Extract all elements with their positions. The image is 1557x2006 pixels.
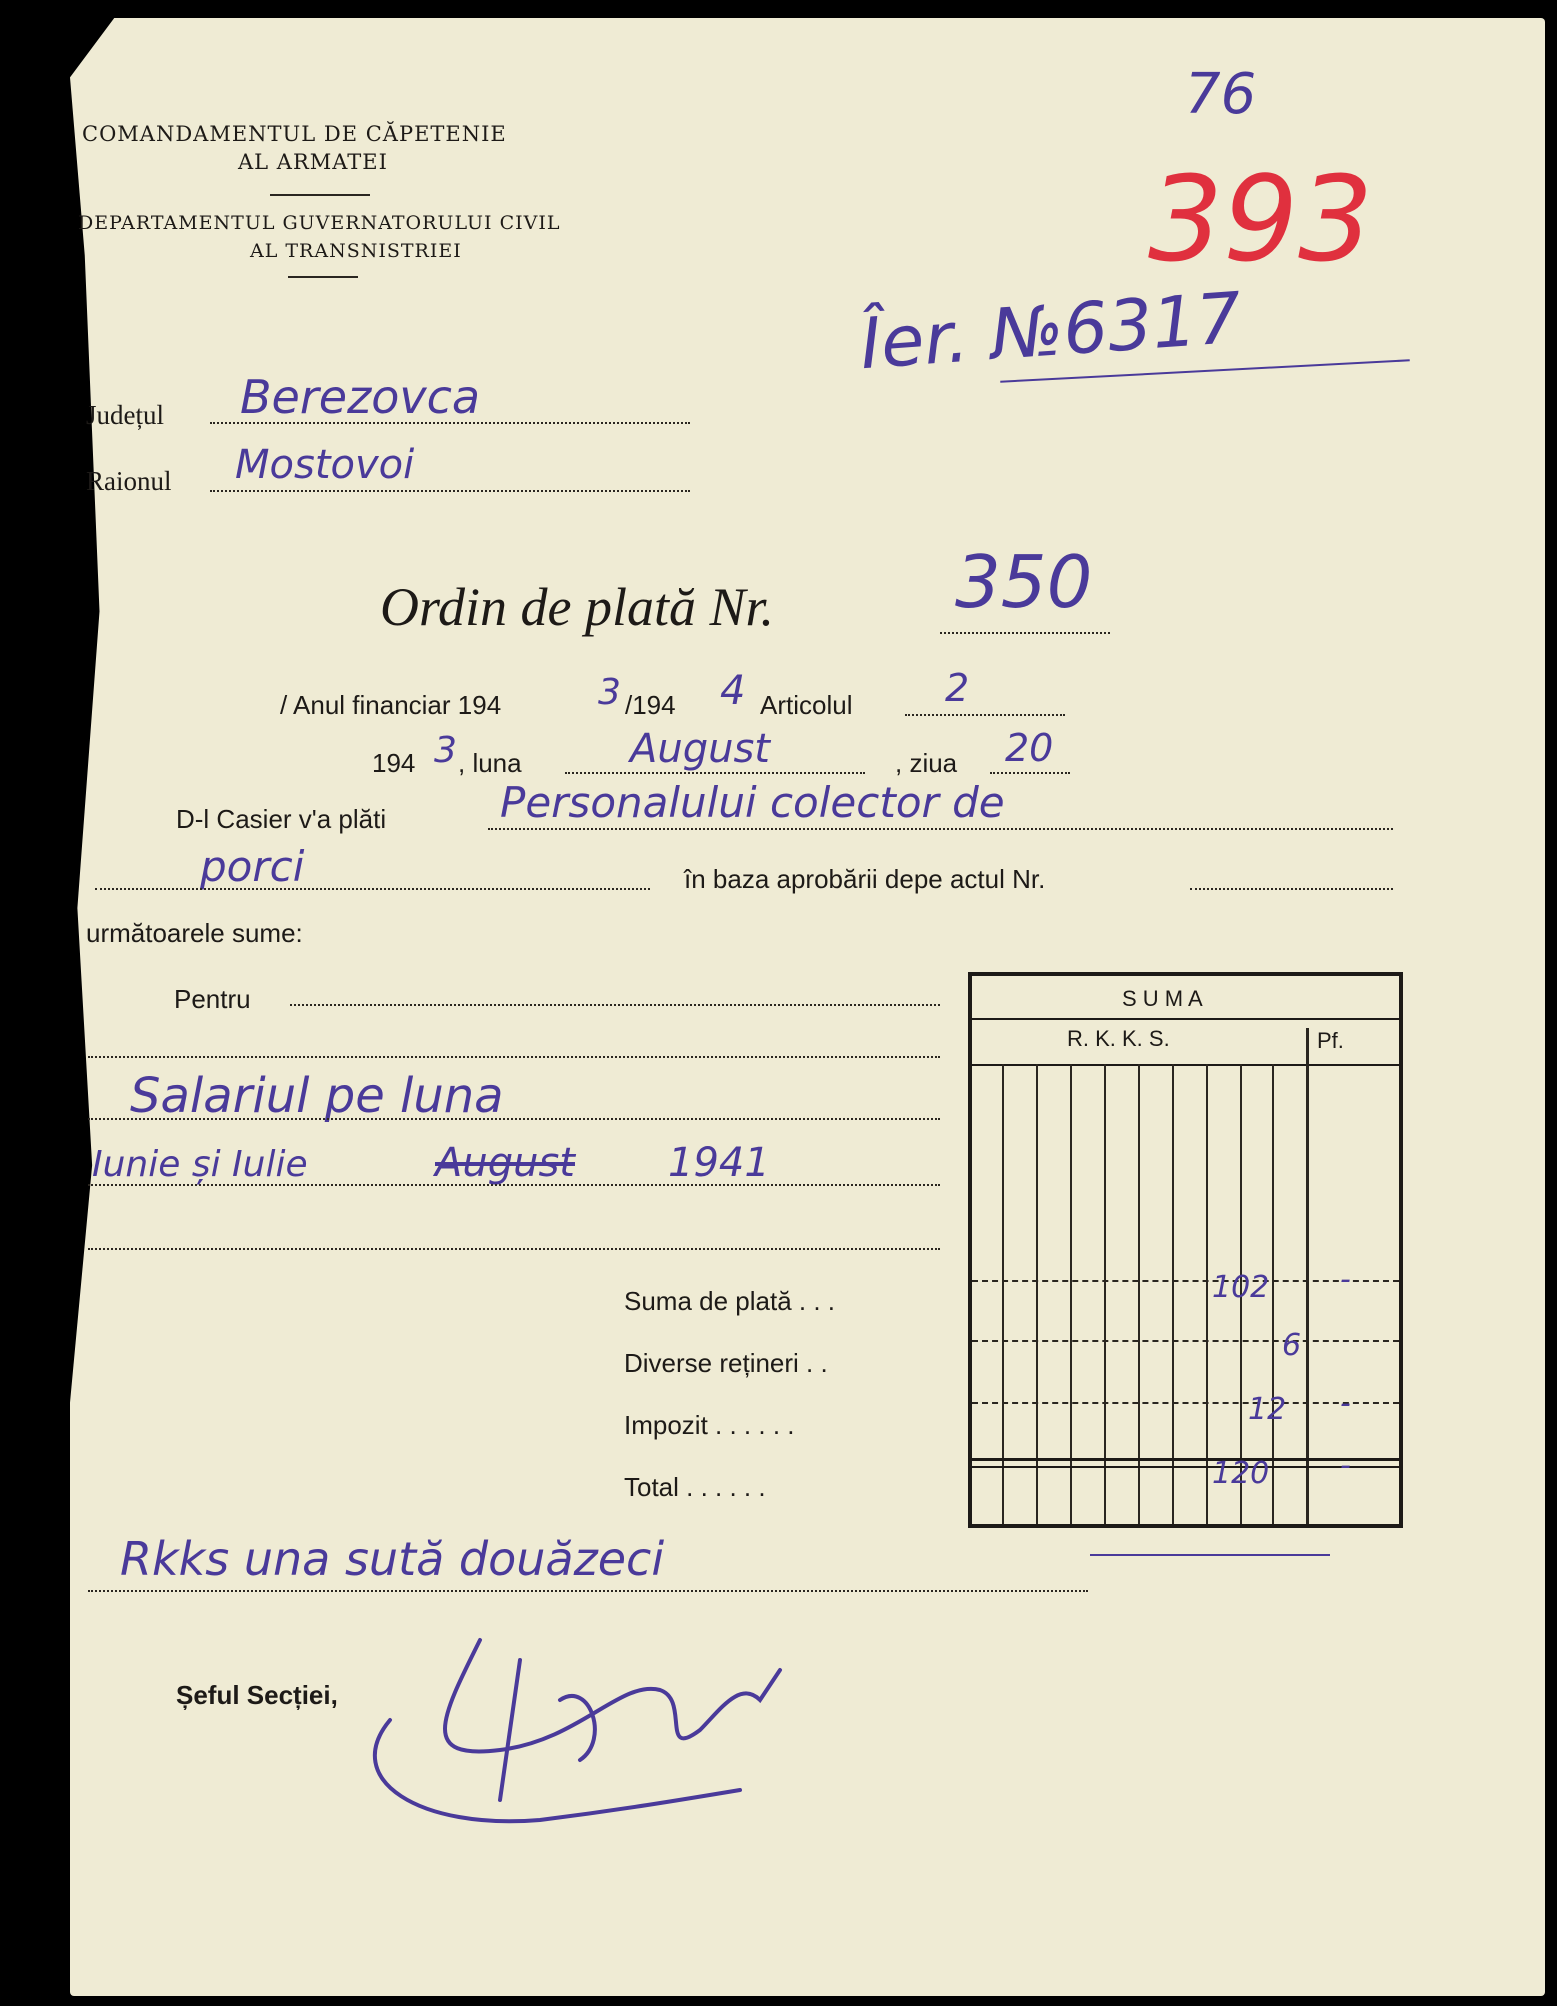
header-line3: DEPARTAMENTUL GUVERNATORULUI CIVIL <box>78 212 561 234</box>
articolul-value: 2 <box>945 666 970 710</box>
pf-header: Pf. <box>1317 1028 1344 1053</box>
luna-label: , luna <box>458 748 522 778</box>
row-impozit-pf: - <box>1340 1386 1351 1421</box>
row-retineri-label: Diverse rețineri . . <box>624 1348 828 1378</box>
pentru-line1: Salariul pe luna <box>130 1068 504 1124</box>
rkks-header: R. K. K. S. <box>1067 1026 1170 1051</box>
suma-header: S U M A <box>1122 986 1203 1011</box>
registration-note: Îer. №6317 <box>857 276 1244 386</box>
pentru-label: Pentru <box>174 984 251 1014</box>
row-retineri-value: 6 <box>1282 1328 1302 1363</box>
row-suma-pf: - <box>1340 1262 1351 1297</box>
stamp-red-number: 393 <box>1148 150 1374 288</box>
urmatoarele-sume: următoarele sume: <box>86 918 303 948</box>
document-title: Ordin de plată Nr. <box>380 577 775 637</box>
casier-value-line1: Personalului colector de <box>500 778 1005 827</box>
date-prefix: 194 <box>372 748 416 778</box>
amount-in-words: Rkks una sută douăzeci <box>120 1532 665 1586</box>
header-line2: AL ARMATEI <box>238 150 388 174</box>
judetul-label: Județul <box>86 400 164 430</box>
row-total-pf: - <box>1340 1448 1351 1483</box>
stamp-top-number: 76 <box>1185 62 1257 127</box>
header-line4: AL TRANSNISTRIEI <box>250 240 462 262</box>
date-year-digit: 3 <box>434 730 457 771</box>
anul-year2: 4 <box>720 668 746 714</box>
ziua-value: 20 <box>1005 726 1054 770</box>
row-total-value: 120 <box>1212 1456 1270 1491</box>
title-number: 350 <box>955 540 1093 624</box>
pentru-line2: Iunie și Iulie <box>92 1144 308 1185</box>
judetul-value: Berezovca <box>240 370 481 424</box>
sef-sectiei-label: Șeful Secției, <box>176 1680 338 1710</box>
raionul-label: Raionul <box>86 466 172 496</box>
suma-table <box>968 972 1403 1528</box>
anul-year1: 3 <box>598 672 621 713</box>
header-line1: COMANDAMENTUL DE CĂPETENIE <box>82 122 507 146</box>
row-total-label: Total . . . . . . <box>624 1472 766 1502</box>
row-impozit-value: 12 <box>1248 1392 1287 1427</box>
casier-label: D-l Casier v'a plăti <box>176 804 387 834</box>
anul-mid: /194 <box>625 690 676 720</box>
row-suma-value: 102 <box>1212 1270 1270 1305</box>
articolul-label: Articolul <box>760 690 853 720</box>
row-impozit-label: Impozit . . . . . . <box>624 1410 795 1440</box>
signature <box>360 1600 840 1840</box>
pentru-year: 1941 <box>668 1140 770 1186</box>
pentru-struck: August <box>435 1140 575 1186</box>
row-suma-label: Suma de plată . . . <box>624 1286 836 1316</box>
ziua-label: , ziua <box>895 748 958 778</box>
baza-label: în baza aprobării depe actul Nr. <box>684 864 1046 894</box>
anul-prefix: / Anul financiar 194 <box>280 690 502 720</box>
luna-value: August <box>630 726 770 772</box>
raionul-value: Mostovoi <box>235 442 415 488</box>
casier-value-line2: porci <box>200 842 305 891</box>
